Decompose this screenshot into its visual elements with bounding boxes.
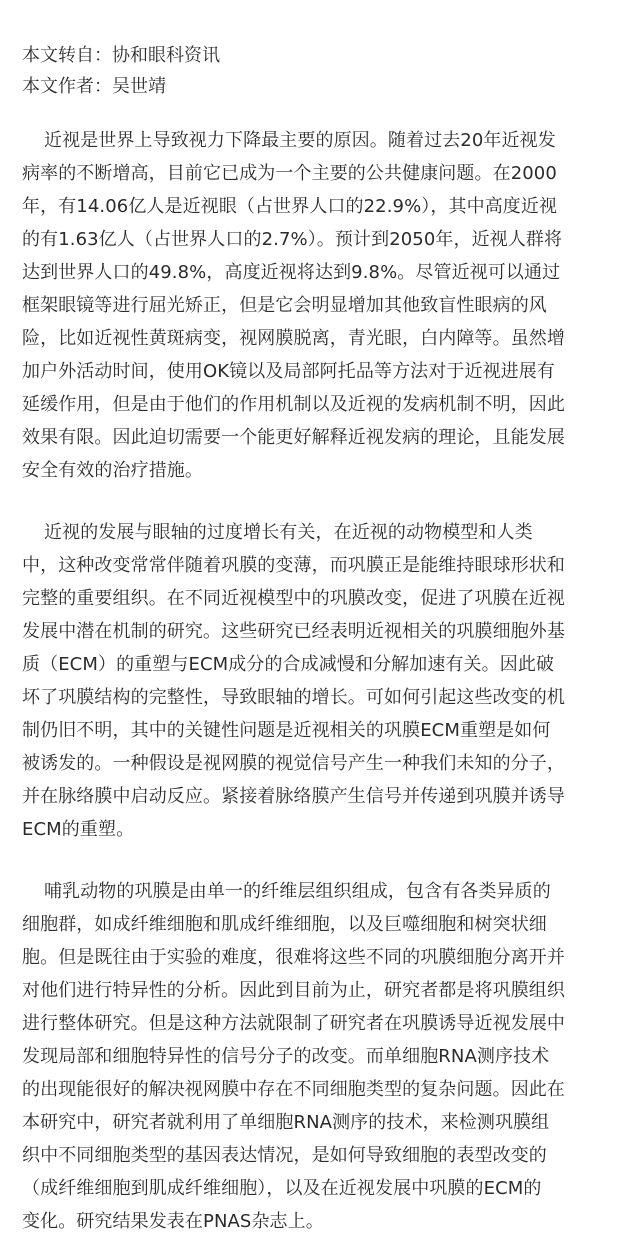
paragraph-line: 坏了巩膜结构的完整性，导致眼轴的增长。可如何引起这些改变的机: [22, 687, 565, 708]
paragraph-line: 进行整体研究。但是这种方法就限制了研究者在巩膜诱导近视发展中: [22, 1013, 565, 1034]
paragraph-3: [22, 875, 618, 1238]
paragraph-line: 完整的重要组织。在不同近视模型中的巩膜改变，促进了巩膜在近视: [22, 588, 565, 609]
paragraph-line: 并在脉络膜中启动反应。紧接着脉络膜产生信号并传递到巩膜并诱导: [22, 786, 565, 807]
author-line: 本文作者：吴世靖: [22, 76, 166, 97]
article-meta: [22, 40, 618, 102]
paragraph-line: 哺乳动物的巩膜是由单一的纤维层组织组成，包含有各类异质的: [44, 881, 551, 902]
paragraph-line: 变化。研究结果发表在PNAS杂志上。: [22, 1211, 324, 1232]
paragraph-line: 质（ECM）的重塑与ECM成分的合成减慢和分解加速有关。因此破: [22, 654, 555, 675]
paragraph-line: 效果有限。因此迫切需要一个能更好解释近视发病的理论，且能发展: [22, 427, 565, 448]
paragraph-1: [22, 124, 618, 487]
paragraph-line: 的有1.63亿人（占世界人口的2.7%）。预计到2050年，近视人群将: [22, 229, 563, 250]
paragraph-line: 发现局部和细胞特异性的信号分子的改变。而单细胞RNA测序技术: [22, 1046, 550, 1067]
paragraph-line: 延缓作用，但是由于他们的作用机制以及近视的发病机制不明，因此: [22, 394, 565, 415]
paragraph-line: 年，有14.06亿人是近视眼（占世界人口的22.9%），其中高度近视: [22, 196, 558, 217]
paragraph-2: [22, 516, 618, 846]
paragraph-line: 安全有效的治疗措施。: [22, 460, 203, 481]
paragraph-line: 达到世界人口的49.8%，高度近视将达到9.8%。尽管近视可以通过: [22, 262, 561, 283]
paragraph-line: 织中不同细胞类型的基因表达情况，是如何导致细胞的表型改变的: [22, 1145, 547, 1166]
paragraph-line: 病率的不断增高，目前它已成为一个主要的公共健康问题。在2000: [22, 163, 557, 184]
paragraph-line: 险，比如近视性黄斑病变，视网膜脱离，青光眼，白内障等。虽然增: [22, 328, 565, 349]
paragraph-line: 加户外活动时间，使用OK镜以及局部阿托品等方法对于近视进展有: [22, 361, 555, 382]
paragraph-line: ECM的重塑。: [22, 819, 135, 840]
paragraph-line: 细胞群，如成纤维细胞和肌成纤维细胞，以及巨噬细胞和树突状细: [22, 914, 547, 935]
paragraph-line: 的出现能很好的解决视网膜中存在不同细胞类型的复杂问题。因此在: [22, 1079, 565, 1100]
paragraph-line: 胞。但是既往由于实验的难度，很难将这些不同的巩膜细胞分离开并: [22, 947, 565, 968]
paragraph-line: 被诱发的。一种假设是视网膜的视觉信号产生一种我们未知的分子，: [22, 753, 565, 774]
source-line: 本文转自：协和眼科资讯: [22, 45, 220, 66]
paragraph-line: 框架眼镜等进行屈光矫正，但是它会明显增加其他致盲性眼病的风: [22, 295, 547, 316]
paragraph-line: 对他们进行特异性的分析。因此到目前为止，研究者都是将巩膜组织: [22, 980, 565, 1001]
paragraph-line: 制仍旧不明，其中的关键性问题是近视相关的巩膜ECM重塑是如何: [22, 720, 551, 741]
paragraph-line: 发展中潜在机制的研究。这些研究已经表明近视相关的巩膜细胞外基: [22, 621, 565, 642]
paragraph-line: 近视的发展与眼轴的过度增长有关，在近视的动物模型和人类: [44, 522, 533, 543]
article-body: [22, 124, 618, 1238]
paragraph-line: 中，这种改变常常伴随着巩膜的变薄，而巩膜正是能维持眼球形状和: [22, 555, 565, 576]
paragraph-line: （成纤维细胞到肌成纤维细胞），以及在近视发展中巩膜的ECM的: [22, 1178, 542, 1199]
paragraph-line: 近视是世界上导致视力下降最主要的原因。随着过去20年近视发: [44, 130, 556, 151]
paragraph-line: 本研究中，研究者就利用了单细胞RNA测序的技术，来检测巩膜组: [22, 1112, 550, 1133]
